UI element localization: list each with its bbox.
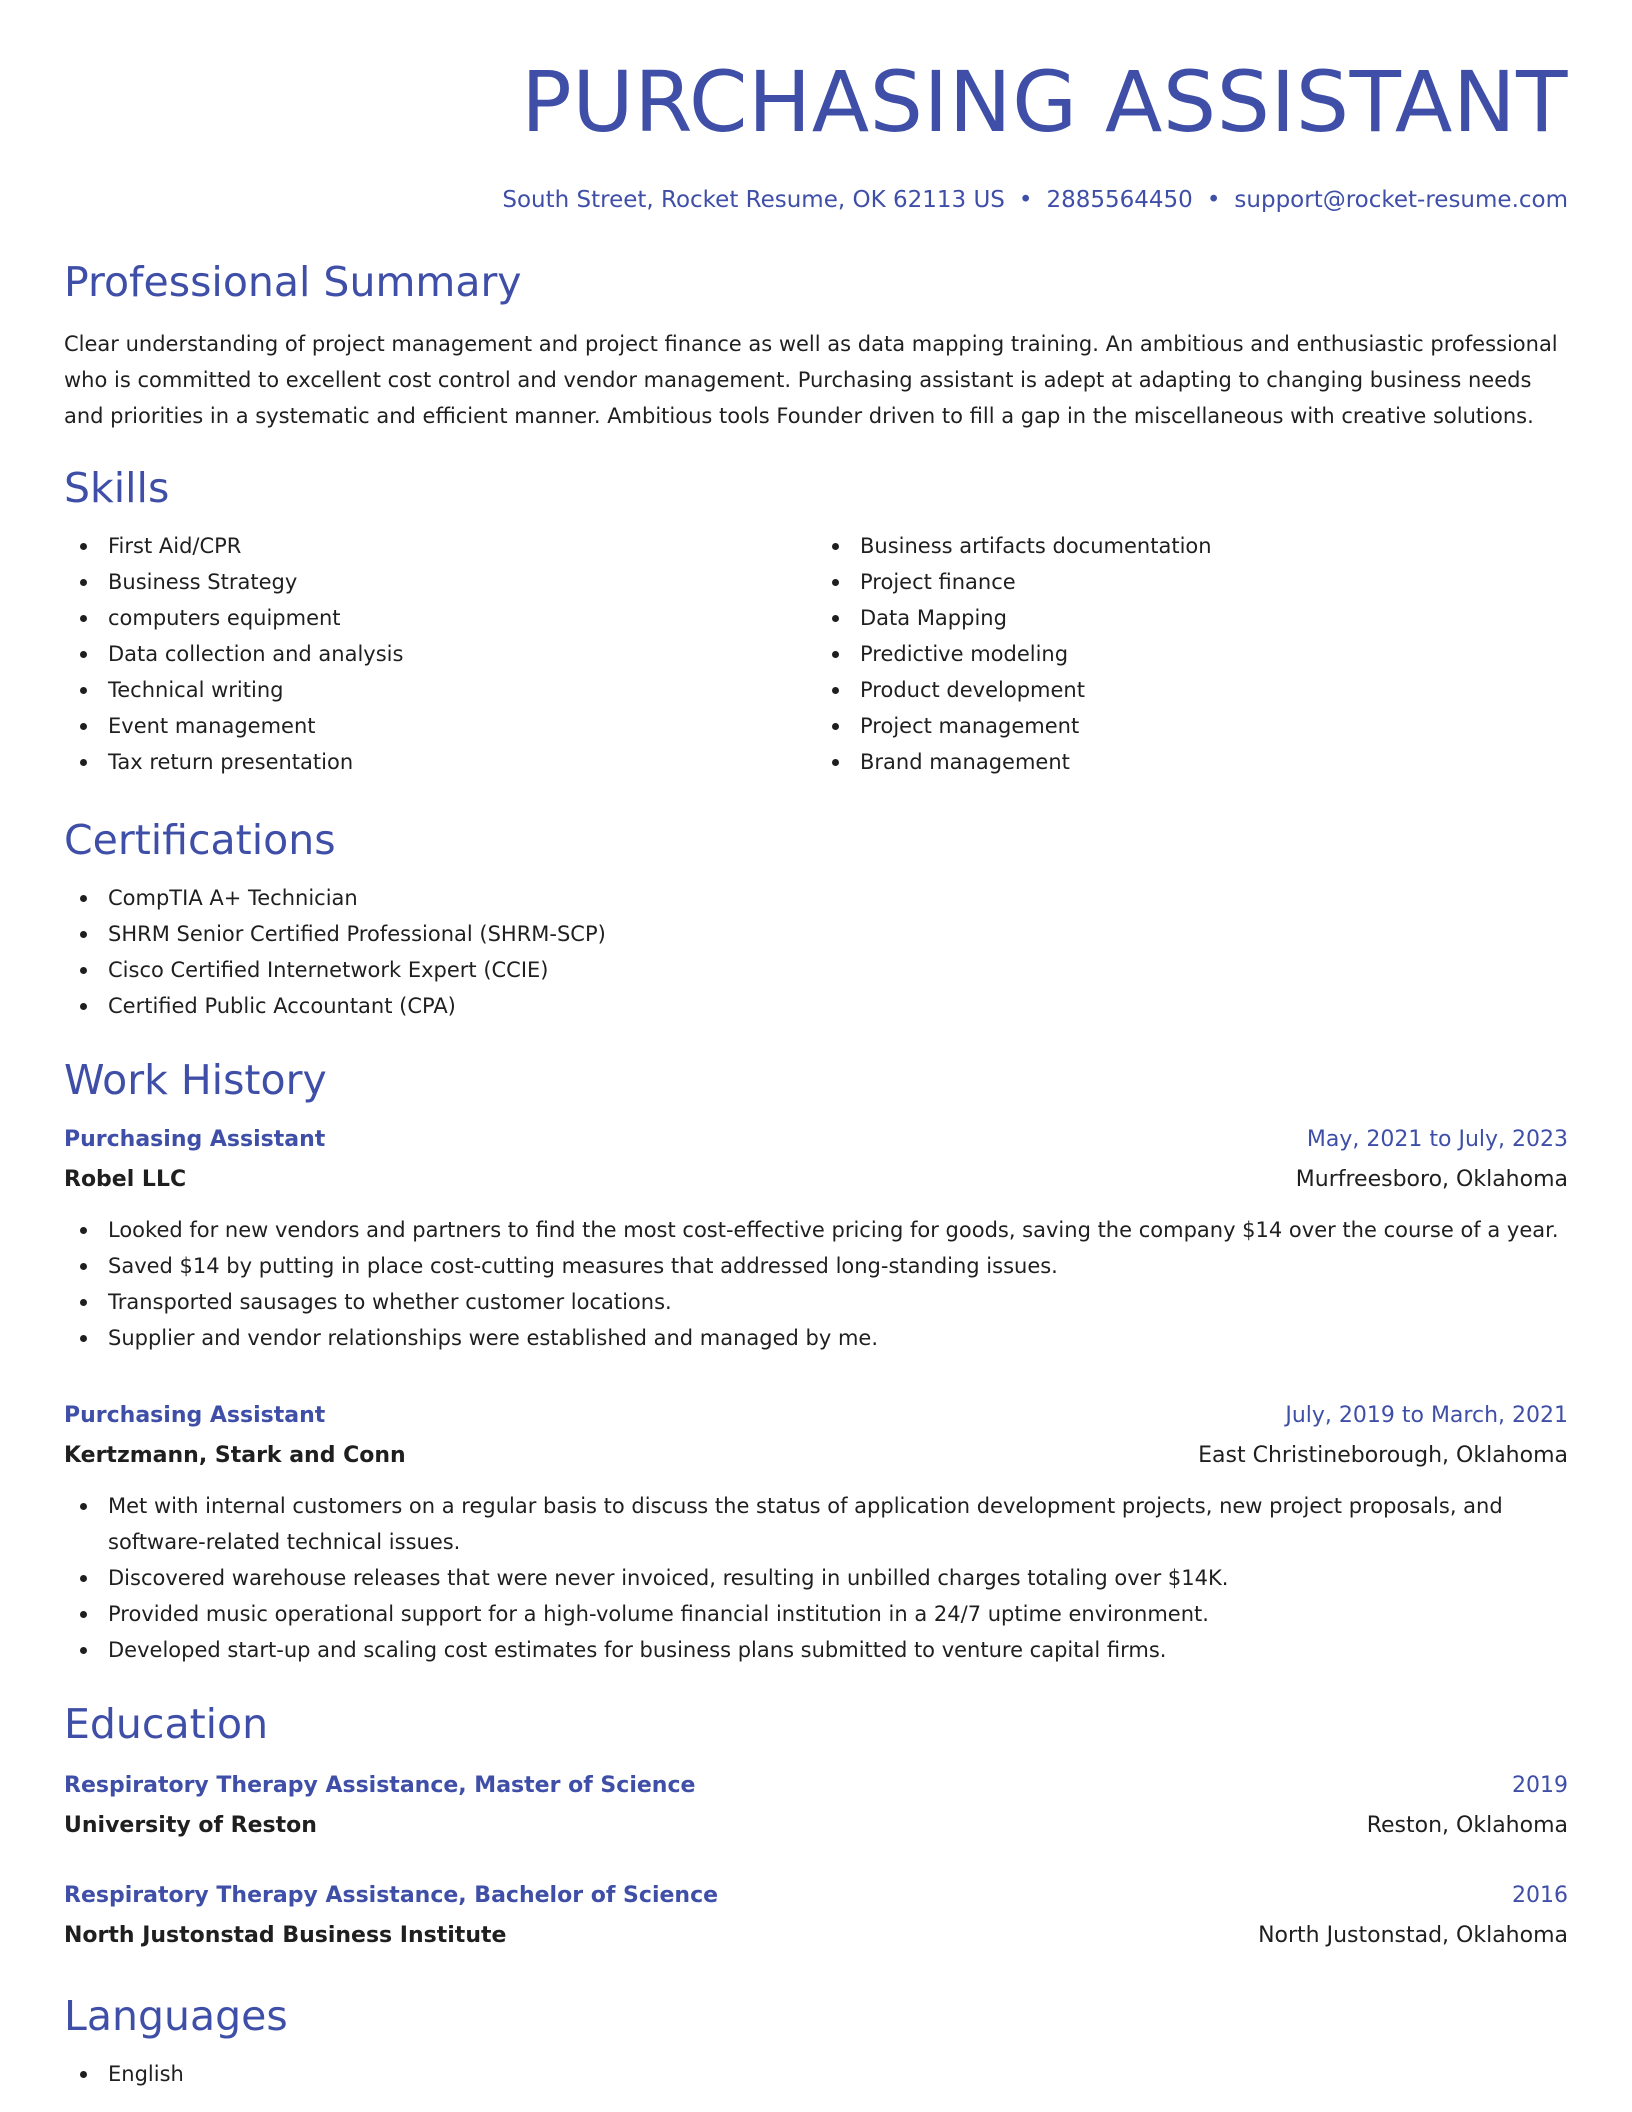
skills-grid	[64, 528, 1568, 780]
work-history-heading: Work History	[64, 1056, 327, 1104]
languages-heading: Languages	[64, 1992, 288, 2040]
job-location: East Christineborough, Oklahoma	[1198, 1443, 1568, 1468]
job-role: Purchasing Assistant	[64, 1127, 326, 1152]
job-entry	[64, 1120, 1568, 1356]
job-header-row	[64, 1396, 1568, 1436]
contact-line	[64, 184, 1568, 216]
skill-item: Project management	[816, 708, 1568, 744]
skill-item: Tax return presentation	[64, 744, 816, 780]
job-bullet: Saved $14 by putting in place cost-cutting measures that addressed long-standing issues.	[64, 1248, 1568, 1284]
job-company: Kertzmann, Stark and Conn	[64, 1443, 406, 1468]
education-school-row	[64, 1916, 1568, 1956]
job-bullets	[64, 1212, 1568, 1356]
skill-item: Data collection and analysis	[64, 636, 816, 672]
skill-item: First Aid/CPR	[64, 528, 816, 564]
contact-email[interactable]: support@rocket-resume.com	[1234, 187, 1568, 213]
job-dates: May, 2021 to July, 2023	[1306, 1127, 1568, 1152]
education-entry	[64, 1766, 1568, 1846]
job-header-row	[64, 1120, 1568, 1160]
job-bullet: Transported sausages to whether customer locations.	[64, 1284, 1568, 1320]
skill-item: Predictive modeling	[816, 636, 1568, 672]
job-bullets	[64, 1488, 1568, 1668]
education-year: 2019	[1512, 1773, 1568, 1798]
skill-item: Project finance	[816, 564, 1568, 600]
job-entry	[64, 1396, 1568, 1668]
education-school: North Justonstad Business Institute	[64, 1923, 507, 1948]
summary-heading: Professional Summary	[64, 258, 522, 306]
skill-item: Business artifacts documentation	[816, 528, 1568, 564]
languages-list	[64, 2056, 1568, 2092]
job-bullet: Provided music operational support for a high-volume financial institution in a 24/7 uptime environment.	[64, 1596, 1568, 1632]
job-company-row	[64, 1436, 1568, 1476]
education-school: University of Reston	[64, 1813, 317, 1838]
education-header-row	[64, 1766, 1568, 1806]
job-dates: July, 2019 to March, 2021	[1285, 1403, 1568, 1428]
certifications-heading: Certifications	[64, 816, 336, 864]
skill-item: Brand management	[816, 744, 1568, 780]
job-bullet: Met with internal customers on a regular basis to discuss the status of application development projects, new project proposals, and software-related technical issues.	[64, 1488, 1568, 1560]
education-entry	[64, 1876, 1568, 1956]
education-header-row	[64, 1876, 1568, 1916]
candidate-title: PURCHASING ASSISTANT	[521, 53, 1568, 151]
education-heading: Education	[64, 1700, 269, 1748]
education-school-row	[64, 1806, 1568, 1846]
skill-item: computers equipment	[64, 600, 816, 636]
education-year: 2016	[1512, 1883, 1568, 1908]
contact-phone: 2885564450	[1046, 187, 1193, 213]
summary-text: Clear understanding of project management and project finance as well as data mapping training. An ambitious and enthusiastic professional who is committed to excellent cost control and vendor management. Purchasing assistant is adept at adapting to changing business needs and priorities in a systematic and efficient manner. Ambitious tools Founder driven to fill a gap in the miscellaneous with creative solutions.	[64, 332, 1558, 428]
education-degree: Respiratory Therapy Assistance, Bachelor of Science	[64, 1883, 719, 1908]
skills-list-right	[816, 528, 1568, 780]
certification-item: CompTIA A+ Technician	[64, 880, 1568, 916]
education-location: North Justonstad, Oklahoma	[1258, 1923, 1568, 1948]
certifications-list	[64, 880, 1568, 1024]
certification-item: Cisco Certified Internetwork Expert (CCIE)	[64, 952, 1568, 988]
language-item: English	[64, 2056, 1568, 2092]
skills-list-left	[64, 528, 816, 780]
contact-separator: •	[1206, 187, 1221, 213]
job-bullet: Supplier and vendor relationships were established and managed by me.	[64, 1320, 1568, 1356]
certification-item: Certified Public Accountant (CPA)	[64, 988, 1568, 1024]
resume-header	[64, 0, 1568, 216]
skill-item: Business Strategy	[64, 564, 816, 600]
skill-item: Product development	[816, 672, 1568, 708]
job-company: Robel LLC	[64, 1167, 187, 1192]
education-location: Reston, Oklahoma	[1366, 1813, 1568, 1838]
skills-column-right	[816, 528, 1568, 780]
job-bullet: Looked for new vendors and partners to find the most cost-effective pricing for goods, saving the company $14 over the course of a year.	[64, 1212, 1568, 1248]
job-company-row	[64, 1160, 1568, 1200]
certification-item: SHRM Senior Certified Professional (SHRM-SCP)	[64, 916, 1568, 952]
skill-item: Event management	[64, 708, 816, 744]
skills-column-left	[64, 528, 816, 780]
education-degree: Respiratory Therapy Assistance, Master of Science	[64, 1773, 696, 1798]
contact-address: South Street, Rocket Resume, OK 62113 US	[502, 187, 1005, 213]
job-bullet: Discovered warehouse releases that were never invoiced, resulting in unbilled charges totaling over $14K.	[64, 1560, 1568, 1596]
skill-item: Technical writing	[64, 672, 816, 708]
skills-heading: Skills	[64, 464, 170, 512]
job-bullet: Developed start-up and scaling cost estimates for business plans submitted to venture capital firms.	[64, 1632, 1568, 1668]
skill-item: Data Mapping	[816, 600, 1568, 636]
job-location: Murfreesboro, Oklahoma	[1295, 1167, 1568, 1192]
contact-separator: •	[1018, 187, 1033, 213]
job-role: Purchasing Assistant	[64, 1403, 326, 1428]
